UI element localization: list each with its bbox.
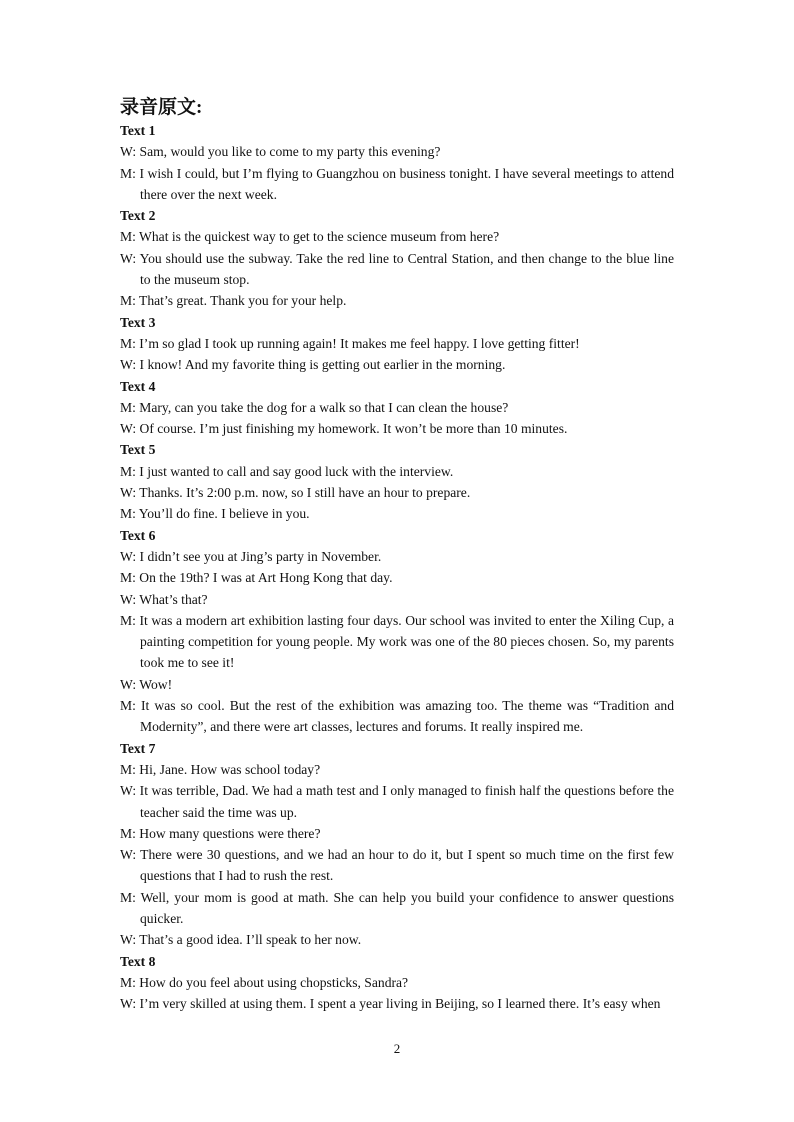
dialogue-line: [120, 546, 674, 567]
speaker-label: W:: [120, 783, 137, 799]
dialogue-text: It was so cool. But the rest of the exhibition was amazing too. The theme was “Tradition and Modernity”, and there were art classes, lectures and forums. It really inspired me.: [140, 698, 674, 735]
page-heading: 录音原文:: [120, 97, 203, 118]
speaker-label: M:: [120, 165, 136, 181]
speaker-label: M:: [120, 761, 136, 777]
dialogue-text: I didn’t see you at Jing’s party in November.: [139, 548, 382, 564]
section-title: Text 2: [120, 208, 156, 224]
dialogue-text: I wish I could, but I’m flying to Guangzhou on business tonight. I have several meetings to attend there over the next week.: [139, 165, 674, 202]
dialogue-text: What is the quickest way to get to the science museum from here?: [139, 229, 500, 245]
speaker-label: M:: [120, 612, 136, 628]
speaker-label: M:: [120, 825, 136, 841]
dialogue-text: You’ll do fine. I believe in you.: [138, 506, 310, 522]
dialogue-text: Wow!: [139, 676, 173, 692]
dialogue-text: What’s that?: [139, 591, 208, 607]
transcript-sections: [120, 120, 674, 1014]
dialogue-text: I’m very skilled at using them. I spent a year living in Beijing, so I learned there. It’s easy when: [139, 996, 661, 1012]
dialogue-text: Mary, can you take the dog for a walk so that I can clean the house?: [139, 399, 509, 415]
speaker-label: M:: [120, 229, 136, 245]
dialogue-text: On the 19th? I was at Art Hong Kong that day.: [139, 570, 393, 586]
dialogue-line: [120, 141, 674, 162]
dialogue-text: Hi, Jane. How was school today?: [139, 761, 321, 777]
section-title: Text 7: [120, 740, 156, 756]
dialogue-text: I just wanted to call and say good luck with the interview.: [139, 463, 454, 479]
dialogue-line: [120, 248, 674, 291]
section-title: Text 6: [120, 527, 156, 543]
speaker-label: W:: [120, 591, 137, 607]
speaker-label: W:: [120, 421, 137, 437]
dialogue-line: [120, 695, 674, 738]
page-number: 2: [393, 1041, 401, 1056]
section-title: Text 3: [120, 314, 156, 330]
dialogue-text: That’s great. Thank you for your help.: [139, 293, 347, 309]
dialogue-line: [120, 461, 674, 482]
speaker-label: W:: [120, 676, 137, 692]
dialogue-line: [120, 844, 674, 887]
dialogue-line: [120, 163, 674, 206]
speaker-label: M:: [120, 698, 136, 714]
dialogue-line: [120, 674, 674, 695]
dialogue-line: [120, 333, 674, 354]
speaker-label: M:: [120, 293, 136, 309]
dialogue-line: [120, 503, 674, 524]
dialogue-text: It was a modern art exhibition lasting four days. Our school was invited to enter the Xiling Cup, a painting competition for young people. My work was one of the 80 pieces chosen. So, my parents took me to see it!: [139, 612, 675, 671]
dialogue-text: You should use the subway. Take the red line to Central Station, and then change to the blue line to the museum stop.: [139, 250, 674, 288]
transcript-page: [120, 96, 674, 1014]
dialogue-line: [120, 397, 674, 418]
section-title: Text 4: [120, 378, 156, 394]
dialogue-text: Well, your mom is good at math. She can help you build your confidence to answer questions quicker.: [140, 889, 675, 926]
dialogue-line: [120, 610, 674, 674]
dialogue-line: [120, 887, 674, 930]
dialogue-text: How do you feel about using chopsticks, Sandra?: [139, 974, 409, 990]
dialogue-text: Of course. I’m just finishing my homework. It won’t be more than 10 minutes.: [139, 421, 568, 437]
dialogue-line: [120, 823, 674, 844]
dialogue-text: How many questions were there?: [139, 825, 321, 841]
speaker-label: M:: [120, 463, 136, 479]
dialogue-line: [120, 993, 674, 1014]
section-title: Text 1: [120, 123, 156, 138]
speaker-label: M:: [120, 399, 136, 415]
speaker-label: W:: [120, 932, 137, 948]
speaker-label: M:: [120, 335, 136, 351]
speaker-label: M:: [120, 570, 136, 586]
dialogue-line: [120, 567, 674, 588]
speaker-label: W:: [120, 485, 137, 501]
dialogue-line: [120, 972, 674, 993]
dialogue-text: I’m so glad I took up running again! It makes me feel happy. I love getting fitter!: [139, 335, 580, 351]
speaker-label: M:: [120, 889, 136, 905]
speaker-label: M:: [120, 974, 136, 990]
speaker-label: W:: [120, 357, 137, 373]
dialogue-line: [120, 589, 674, 610]
dialogue-text: I know! And my favorite thing is getting out earlier in the morning.: [139, 357, 506, 373]
dialogue-line: [120, 290, 674, 311]
dialogue-line: [120, 759, 674, 780]
dialogue-line: [120, 354, 674, 375]
section-title: Text 5: [120, 442, 156, 458]
dialogue-text: Sam, would you like to come to my party this evening?: [139, 144, 441, 160]
dialogue-text: It was terrible, Dad. We had a math test and I only managed to finish half the questions before the teacher said the time was up.: [139, 783, 674, 820]
speaker-label: W:: [120, 144, 137, 160]
dialogue-line: [120, 780, 674, 823]
dialogue-text: There were 30 questions, and we had an hour to do it, but I spent so much time on the first few questions that I had to rush the rest.: [140, 847, 675, 884]
speaker-label: W:: [120, 996, 137, 1012]
speaker-label: W:: [120, 548, 137, 564]
dialogue-line: [120, 482, 674, 503]
dialogue-text: Thanks. It’s 2:00 p.m. now, so I still have an hour to prepare.: [139, 485, 471, 501]
dialogue-line: [120, 226, 674, 247]
dialogue-text: That’s a good idea. I’ll speak to her now.: [139, 932, 362, 948]
section-title: Text 8: [120, 953, 156, 969]
dialogue-line: [120, 418, 674, 439]
speaker-label: W:: [120, 847, 137, 863]
speaker-label: W:: [120, 250, 137, 266]
dialogue-line: [120, 929, 674, 950]
speaker-label: M:: [120, 506, 136, 522]
